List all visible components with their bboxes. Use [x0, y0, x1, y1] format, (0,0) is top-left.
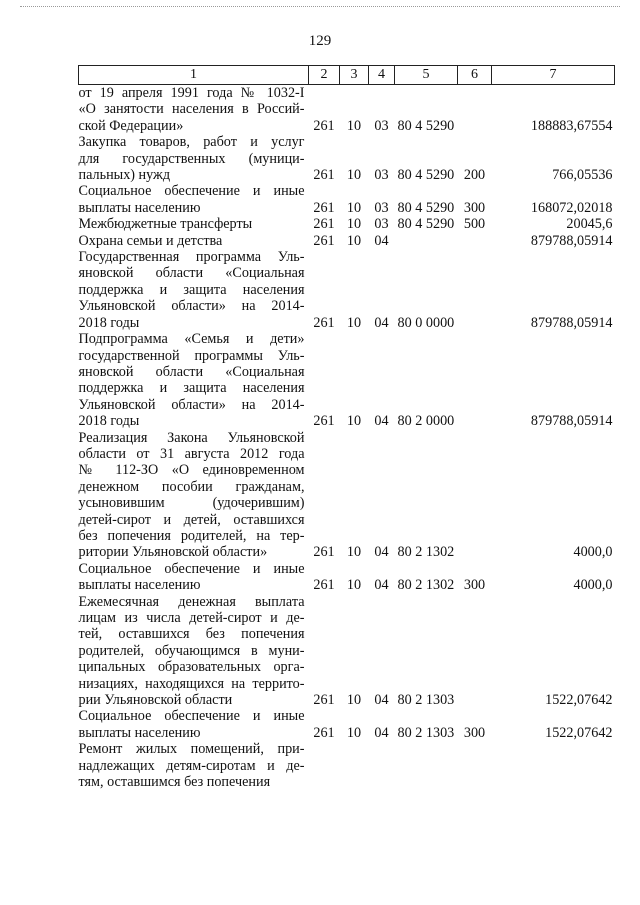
description-line: области от 31 августа 2012 года	[78, 445, 305, 462]
expense-type-code	[458, 233, 492, 249]
description-line: без попечения родителей, на тер-	[78, 527, 305, 544]
amount: 188883,67554	[530, 117, 613, 134]
row-description	[79, 216, 309, 232]
subsection-code: 03	[374, 216, 389, 233]
description-line: Государственная программа Уль-	[78, 249, 305, 266]
amount: 168072,02018	[530, 199, 613, 216]
description-line: Межбюджетные трансферты	[78, 216, 253, 233]
row-description	[79, 561, 309, 594]
description-line: денежном пособии гражданам,	[78, 478, 305, 495]
target-article-code	[395, 741, 458, 790]
amount: 4000,0	[573, 577, 613, 594]
expense-type-code: 300	[463, 199, 486, 216]
header-col-4: 4	[369, 66, 395, 85]
description-line: поддержка и защита населения	[78, 380, 305, 397]
ministry-code	[309, 741, 340, 790]
description-line: поддержка и защита населения	[78, 281, 305, 298]
section-code: 10	[346, 577, 362, 594]
row-description	[79, 708, 309, 741]
section-code: 10	[346, 232, 362, 249]
subsection-code: 04	[374, 544, 389, 561]
description-line: Закупка товаров, работ и услуг	[78, 134, 305, 151]
amount: 879788,05914	[530, 413, 613, 430]
subsection-code: 04	[374, 692, 389, 709]
amount: 766,05536	[552, 167, 613, 184]
description-line: яновской области «Социальная	[78, 363, 305, 380]
description-line: Реализация Закона Ульяновской	[78, 429, 305, 446]
amount	[492, 741, 615, 790]
row-description	[79, 85, 309, 135]
description-line: тей, оставшихся без попечения	[78, 626, 305, 643]
section-code: 10	[346, 724, 362, 741]
description-line: детей-сирот и детей, оставшихся	[78, 511, 305, 528]
row-description	[79, 741, 309, 790]
target-article-code: 80 2 1302	[397, 577, 455, 594]
target-article-code: 80 0 0000	[397, 314, 455, 331]
table-row	[79, 249, 615, 331]
description-line: пальных) нужд	[78, 167, 171, 184]
description-line: выплаты населению	[78, 199, 201, 216]
target-article-code: 80 4 5290	[397, 216, 455, 233]
ministry-code: 261	[313, 167, 335, 184]
section-code: 10	[346, 413, 362, 430]
ministry-code: 261	[313, 216, 335, 233]
target-article-code: 80 4 5290	[397, 117, 455, 134]
description-line: Подпрограмма «Семья и дети»	[78, 331, 305, 348]
target-article-code: 80 2 1302	[397, 544, 455, 561]
description-line: Ульяновской области» на 2014-	[78, 298, 305, 315]
expense-type-code: 500	[463, 216, 486, 233]
table-row	[79, 430, 615, 561]
row-description	[79, 331, 309, 429]
table-body	[79, 85, 615, 791]
description-line: ской Федерации»	[78, 117, 184, 134]
row-description	[79, 594, 309, 709]
expense-type-code: 200	[463, 167, 486, 184]
header-col-3: 3	[340, 66, 369, 85]
table-row	[79, 216, 615, 232]
section-code: 10	[346, 544, 362, 561]
description-line: усыновившим (удочерившим)	[78, 495, 305, 512]
section-code: 10	[346, 199, 362, 216]
subsection-code: 03	[374, 199, 389, 216]
description-line: родителей, обучающимся в муни-	[78, 642, 305, 659]
description-line: надлежащих детям-сиротам и де-	[78, 757, 305, 774]
table-row	[79, 134, 615, 183]
table-row	[79, 594, 615, 709]
description-line: выплаты населению	[78, 724, 201, 741]
section-code: 10	[346, 167, 362, 184]
description-line: ритории Ульяновской области»	[78, 544, 268, 561]
row-description	[79, 249, 309, 331]
table-row	[79, 708, 615, 741]
description-line: тям, оставшимся без попечения	[78, 774, 271, 791]
description-line: 2018 годы	[78, 314, 140, 331]
page-number: 129	[308, 33, 332, 49]
description-line: низациях, находящихся на террито-	[78, 675, 305, 692]
description-line: Социальное обеспечение и иные	[78, 708, 305, 725]
description-line: Социальное обеспечение и иные	[78, 183, 305, 200]
description-line: Охрана семьи и детства	[78, 232, 223, 249]
top-scan-rule	[20, 6, 620, 7]
table-row	[79, 85, 615, 135]
expense-type-code	[458, 741, 492, 790]
subsection-code: 04	[374, 577, 389, 594]
amount: 879788,05914	[530, 314, 613, 331]
ministry-code: 261	[313, 232, 335, 249]
description-line: яновской области «Социальная	[78, 265, 305, 282]
target-article-code: 80 2 1303	[397, 724, 455, 741]
subsection-code: 04	[374, 413, 389, 430]
target-article-code: 80 4 5290	[397, 199, 455, 216]
description-line: лицам из числа детей-сирот и де-	[78, 610, 305, 626]
subsection-code: 04	[374, 232, 389, 249]
row-description	[79, 134, 309, 183]
row-description	[79, 183, 309, 216]
target-article-code: 80 2 0000	[397, 413, 455, 430]
row-description	[79, 233, 309, 249]
description-line: рии Ульяновской области	[78, 692, 233, 709]
ministry-code: 261	[313, 413, 335, 430]
ministry-code: 261	[313, 692, 335, 709]
amount: 1522,07642	[545, 724, 613, 741]
expense-type-code	[458, 85, 492, 135]
subsection-code: 03	[374, 117, 389, 134]
subsection-code: 04	[374, 724, 389, 741]
amount: 4000,0	[573, 544, 613, 561]
section-code: 10	[346, 216, 362, 233]
budget-table	[78, 65, 615, 790]
subsection-code	[369, 741, 395, 790]
ministry-code: 261	[313, 724, 335, 741]
description-line: Социальное обеспечение и иные	[78, 560, 305, 577]
expense-type-code	[458, 594, 492, 709]
table-row	[79, 233, 615, 249]
description-line: Ежемесячная денежная выплата	[78, 593, 305, 610]
expense-type-code	[458, 430, 492, 561]
expense-type-code: 300	[463, 724, 486, 741]
ministry-code: 261	[313, 314, 335, 331]
section-code: 10	[346, 314, 362, 331]
header-col-2: 2	[309, 66, 340, 85]
ministry-code: 261	[313, 544, 335, 561]
header-col-6: 6	[458, 66, 492, 85]
description-line: от 19 апреля 1991 года № 1032-I	[78, 85, 305, 101]
expense-type-code	[458, 331, 492, 429]
header-col-7: 7	[492, 66, 615, 85]
target-article-code	[395, 233, 458, 249]
amount: 1522,07642	[545, 692, 613, 709]
table-row	[79, 561, 615, 594]
description-line: государственной программы Уль-	[78, 347, 305, 364]
header-col-1: 1	[79, 66, 309, 85]
table-row	[79, 741, 615, 790]
expense-type-code: 300	[463, 577, 486, 594]
ministry-code: 261	[313, 199, 335, 216]
table-row	[79, 331, 615, 429]
table-header	[79, 66, 615, 85]
target-article-code: 80 4 5290	[397, 167, 455, 184]
amount: 20045,6	[566, 216, 613, 233]
description-line: 2018 годы	[78, 413, 140, 430]
description-line: «О занятости населения в Россий-	[78, 101, 305, 118]
target-article-code: 80 2 1303	[397, 692, 455, 709]
amount: 879788,05914	[530, 232, 613, 249]
description-line: Ульяновской области» на 2014-	[78, 396, 305, 413]
expense-type-code	[458, 249, 492, 331]
section-code: 10	[346, 117, 362, 134]
row-description	[79, 430, 309, 561]
ministry-code: 261	[313, 577, 335, 594]
description-line: Ремонт жилых помещений, при-	[78, 741, 305, 758]
header-col-5: 5	[395, 66, 458, 85]
section-code	[340, 741, 369, 790]
subsection-code: 04	[374, 314, 389, 331]
description-line: выплаты населению	[78, 577, 201, 594]
description-line: № 112-ЗО «О единовременном	[78, 462, 305, 479]
description-line: для государственных (муници-	[78, 150, 305, 167]
table-row	[79, 183, 615, 216]
description-line: ципальных образовательных орга-	[78, 659, 305, 676]
ministry-code: 261	[313, 117, 335, 134]
subsection-code: 03	[374, 167, 389, 184]
section-code: 10	[346, 692, 362, 709]
